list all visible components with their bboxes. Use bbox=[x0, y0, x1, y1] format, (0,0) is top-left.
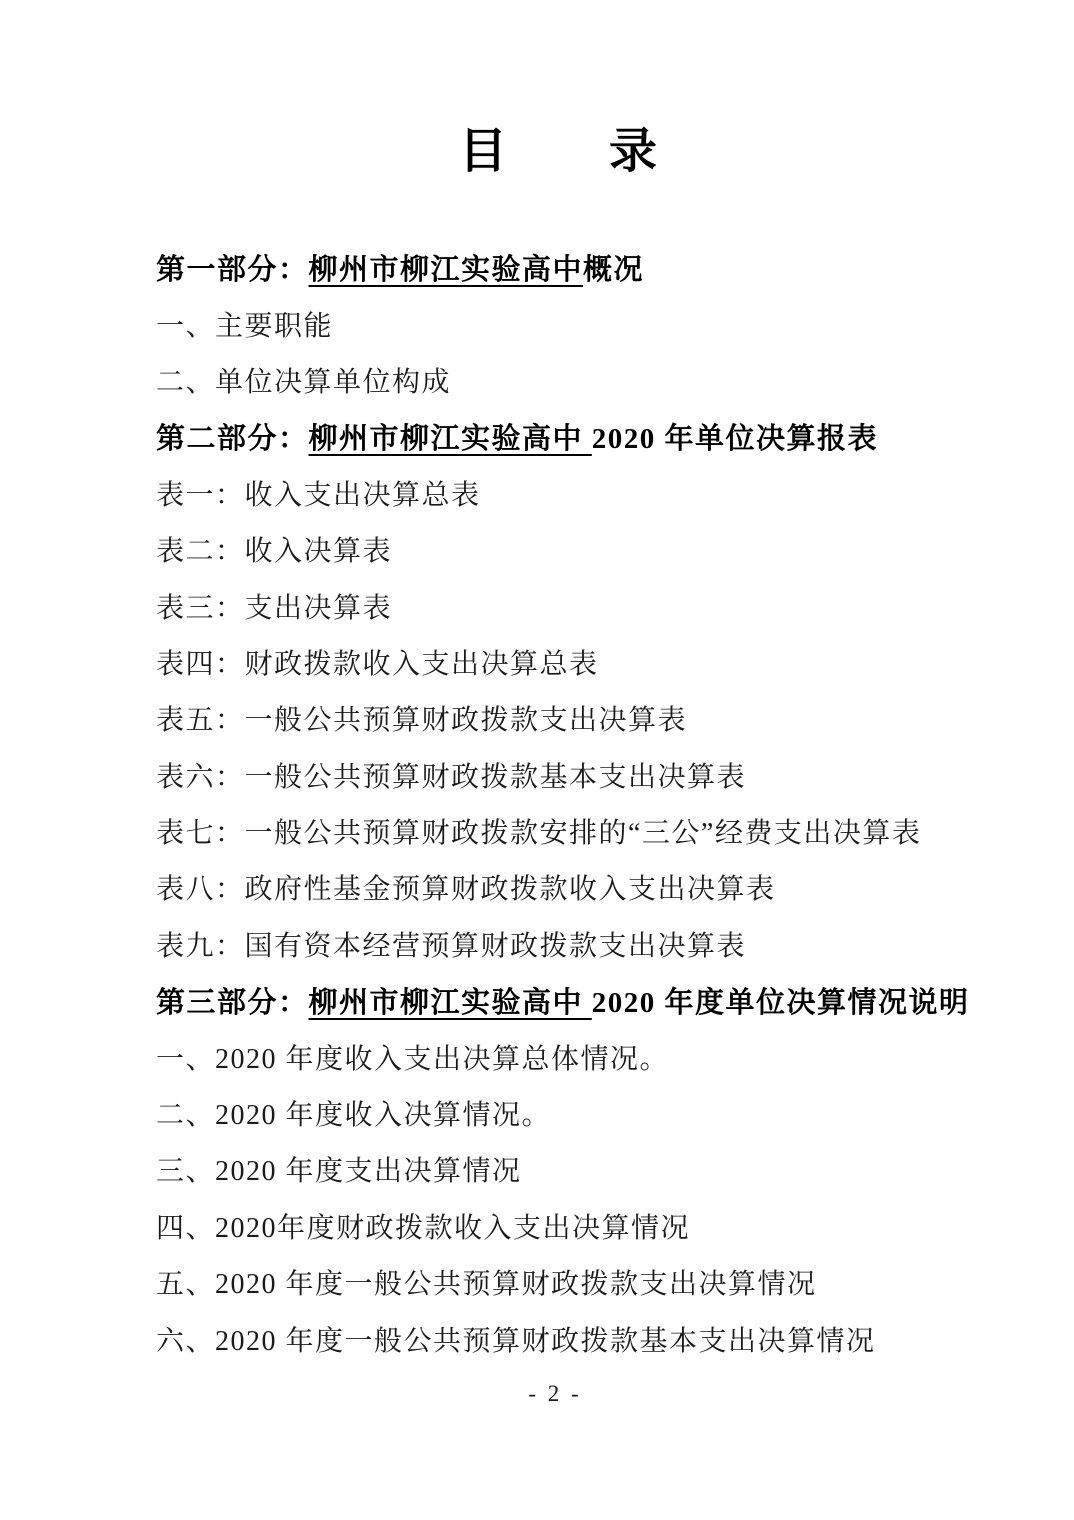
toc-entry: 五、2020 年度一般公共预算财政拨款支出决算情况 bbox=[156, 1269, 817, 1301]
section-heading-prefix: 第一部分： bbox=[156, 253, 309, 286]
section-heading-underlined-org-name: 柳州市柳江实验高中 bbox=[308, 986, 592, 1019]
section-heading-part3 bbox=[156, 972, 1034, 1028]
toc-entry: 三、2020 年度支出决算情况 bbox=[156, 1156, 522, 1188]
toc-entry: 二、单位决算单位构成 bbox=[156, 366, 452, 398]
section-heading-prefix: 第三部分： bbox=[156, 986, 309, 1019]
section-heading-suffix: 2020 年单位决算报表 bbox=[591, 422, 879, 455]
toc-entry: 表九：国有资本经营预算财政拨款支出决算表 bbox=[156, 930, 747, 962]
section-heading-part2 bbox=[156, 408, 1034, 464]
section-heading-suffix: 概况 bbox=[583, 253, 645, 286]
section-heading-underlined-org-name: 柳州市柳江实验高中 bbox=[308, 253, 584, 286]
toc-entry: 表二：收入决算表 bbox=[156, 536, 393, 568]
toc-entry: 一、2020 年度收入支出决算总体情况。 bbox=[156, 1043, 670, 1075]
toc-entry: 表一：收入支出决算总表 bbox=[156, 479, 481, 511]
section-heading-suffix: 2020 年度单位决算情况说明 bbox=[591, 986, 970, 1019]
toc-entry: 六、2020 年度一般公共预算财政拨款基本支出决算情况 bbox=[156, 1325, 876, 1357]
toc-entry: 二、2020 年度收入决算情况。 bbox=[156, 1100, 552, 1132]
section-heading-underlined-org-name: 柳州市柳江实验高中 bbox=[308, 422, 592, 455]
toc-entry: 四、2020年度财政拨款收入支出决算情况 bbox=[156, 1212, 691, 1244]
toc-entry: 表七：一般公共预算财政拨款安排的“三公”经费支出决算表 bbox=[156, 818, 922, 850]
page-number: - 2 - bbox=[528, 1381, 582, 1406]
toc-entry: 表八：政府性基金预算财政拨款收入支出决算表 bbox=[156, 874, 776, 906]
toc-entry: 表四：财政拨款收入支出决算总表 bbox=[156, 648, 599, 680]
section-heading-part1 bbox=[156, 239, 1034, 295]
table-of-contents bbox=[156, 239, 1034, 1367]
toc-entry: 表六：一般公共预算财政拨款基本支出决算表 bbox=[156, 761, 747, 793]
toc-entry: 表三：支出决算表 bbox=[156, 592, 393, 624]
page-title: 目 录 bbox=[458, 125, 659, 178]
toc-entry: 一、主要职能 bbox=[156, 310, 334, 342]
toc-entry: 表五：一般公共预算财政拨款支出决算表 bbox=[156, 705, 688, 737]
section-heading-prefix: 第二部分： bbox=[156, 422, 309, 455]
